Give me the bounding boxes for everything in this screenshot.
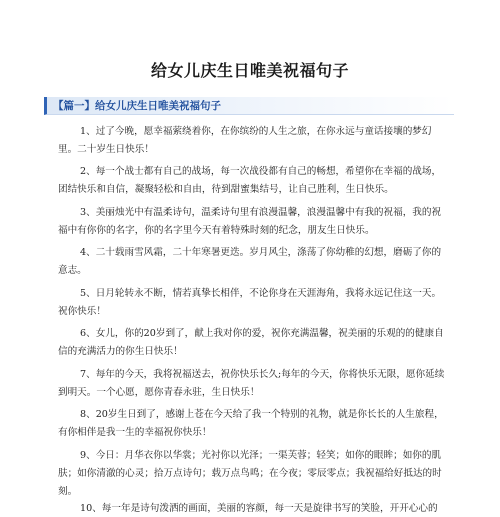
paragraph-5: 5、日月轮转永不断，情若真挚长相伴，不论你身在天涯海角，我将永远记住这一天。祝你快乐！ [58,288,442,317]
paragraph-10: 10、每一年是诗句泼洒的画面，美丽的容颜，每一天是旋律书写的笑脸，开开心心的 [80,503,438,514]
document-title: 给女儿庆生日唯美祝福句子 [150,61,349,80]
paragraph-2: 2、每一个战士都有自己的战场，每一次战役都有自己的畅想，希望你在幸福的战场，团结快乐和自信，凝聚轻松和自由，待到甜蜜集结号，让自己胜利，生日快乐。 [58,166,442,195]
paragraph-8: 8、20岁生日到了，感谢上苍在今天给了我一个特别的礼物，就是你长长的人生旅程，有你相伴是我一生的幸福祝你快乐！ [58,409,444,438]
section-heading: 【篇一】给女儿庆生日唯美祝福句子 [53,100,221,112]
paragraph-9: 9、今日：月华衣你以华裳；光衬你以光泽；一渠芙蓉；轻笑；如你的眼眸；如你的肌肤；如你清澈的心灵；拾万点诗句；载万点鸟鸣；在今夜；零辰零点；我祝福给好抵达的时刻。 [58,450,442,497]
section-header-bar [44,97,454,115]
paragraph-4: 4、二十载雨雪风霜，二十年寒暑更迭。岁月风尘，涤荡了你幼稚的幻想，磨砺了你的意志。 [58,247,442,276]
paragraph-7: 7、每年的今天，我将祝福送去，祝你快乐长久;每年的今天，你将快乐无限，愿你延续到明天。一个心愿，愿你青春永驻，生日快乐！ [58,369,445,398]
paragraph-3: 3、美丽烛光中有温柔诗句，温柔诗句里有浪漫温馨，浪漫温馨中有我的祝福，我的祝福中有你你的名字，你的名字里今天有着特殊时刻的纪念，朋友生日快乐。 [58,207,442,236]
paragraph-1: 1、过了今晚，愿幸福萦绕着你，在你缤纷的人生之旅，在你永远与童话接壤的梦幻里。二十岁生日快乐！ [58,126,432,155]
paragraph-6: 6、女儿，你的20岁到了，献上我对你的爱，祝你充满温馨，祝美丽的乐观的的健康自信的充满活力的你生日快乐！ [58,328,444,357]
